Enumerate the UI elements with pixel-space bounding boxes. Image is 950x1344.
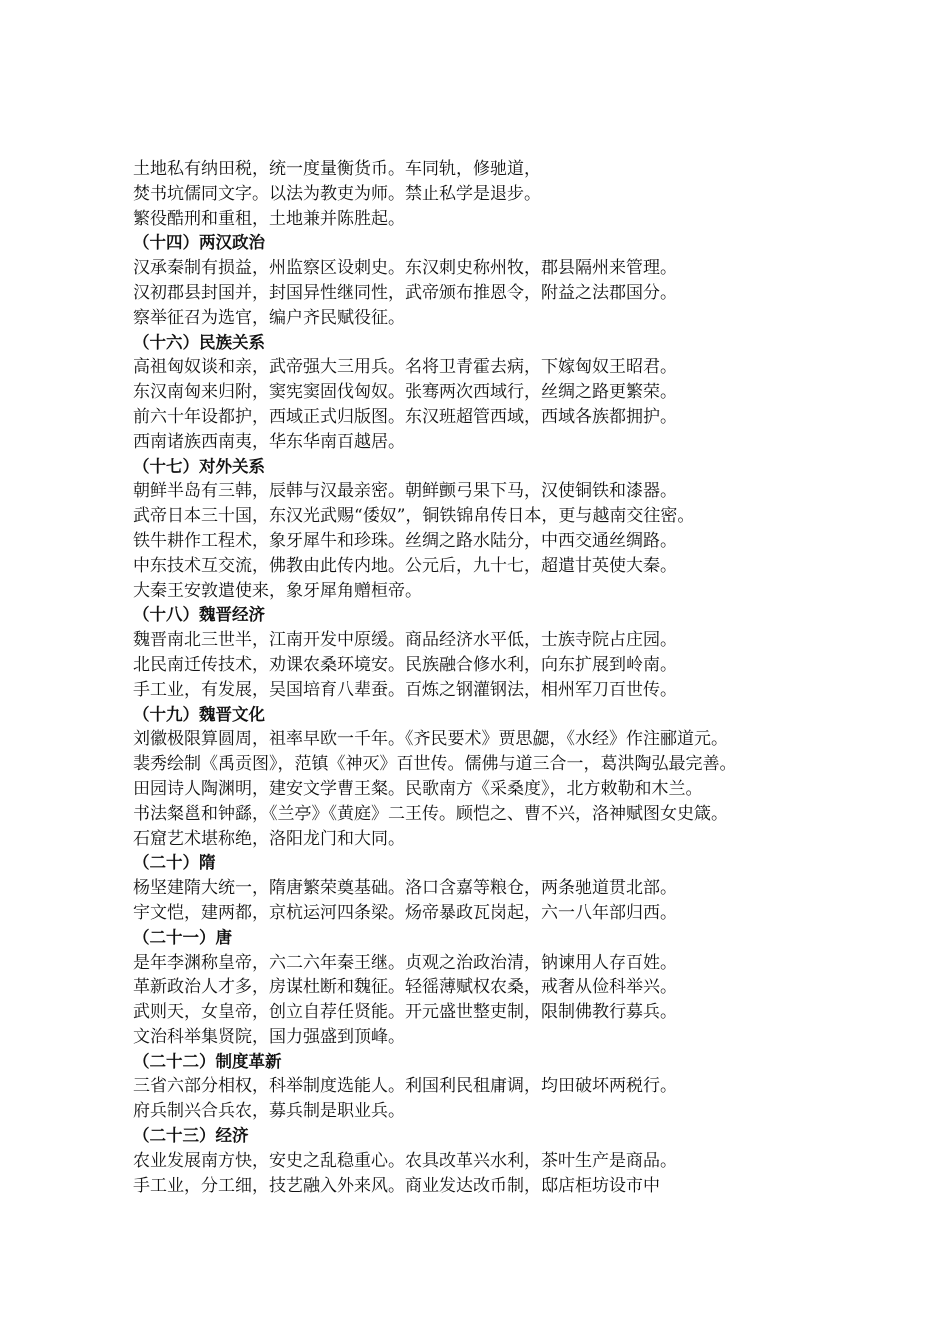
text-line: 武帝日本三十国，东汉光武赐“倭奴”，铜铁锦帛传日本，更与越南交往密。 xyxy=(133,506,695,527)
text-line: 杨坚建隋大统一，隋唐繁荣奠基础。洛口含嘉等粮仓，两条驰道贯北部。 xyxy=(133,878,677,899)
text-line: 铁牛耕作工程术，象牙犀牛和珍珠。丝绸之路水陆分，中西交通丝绸路。 xyxy=(133,530,677,551)
text-line: 土地私有纳田税，统一度量衡货币。车同轨，修驰道， xyxy=(133,159,541,179)
text-line: 府兵制兴合兵农，募兵制是职业兵。 xyxy=(133,1101,405,1122)
text-line: 是年李渊称皇帝，六二六年秦王继。贞观之治政治清，钠谏用人存百姓。 xyxy=(133,952,677,973)
text-line: 察举征召为选官，编户齐民赋役征。 xyxy=(133,307,405,328)
section-heading: （二十一）唐 xyxy=(133,927,232,947)
text-line: 三省六部分相权，科举制度选能人。利国利民租庸调，均田破坏两税行。 xyxy=(133,1076,677,1097)
text-line: 西南诸族西南夷，华东华南百越居。 xyxy=(133,431,405,452)
text-line: 文治科举集贤院，国力强盛到顶峰。 xyxy=(133,1026,405,1047)
text-line: 前六十年设都护，西域正式归版图。东汉班超管西域，西域各族都拥护。 xyxy=(133,406,677,427)
text-line: 东汉南匈来归附，窦宪窦固伐匈奴。张骞两次西域行，丝绸之路更繁荣。 xyxy=(133,382,677,403)
text-line: 手工业，有发展，吴国培育八辈蚕。百炼之钢灌钢法，相州军刀百世传。 xyxy=(133,679,677,700)
section-heading: （十七）对外关系 xyxy=(133,456,265,476)
text-line: 手工业，分工细，技艺融入外来风。商业发达改币制，邸店柜坊设市中 xyxy=(133,1175,660,1196)
text-line: 魏晋南北三世半，江南开发中原缓。商品经济水平低，士族寺院占庄园。 xyxy=(133,630,677,651)
section-heading: （十九）魏晋文化 xyxy=(133,704,265,724)
text-line: 石窟艺术堪称绝，洛阳龙门和大同。 xyxy=(133,828,405,849)
text-line: 朝鲜半岛有三韩，辰韩与汉最亲密。朝鲜颤弓果下马，汉使铜铁和漆器。 xyxy=(133,481,677,502)
text-line: 农业发展南方快，安史之乱稳重心。农具改革兴水利，茶叶生产是商品。 xyxy=(133,1150,677,1171)
text-line: 刘徽极限算圆周，祖率早欧一千年。《齐民要术》贾思勰，《水经》作注郦道元。 xyxy=(133,729,728,750)
text-line: 书法粲邕和钟繇，《兰亭》《黄庭》二王传。顾恺之、曹不兴，洛神赋图女史箴。 xyxy=(133,803,728,824)
document-body xyxy=(133,157,833,1198)
section-heading: （十八）魏晋经济 xyxy=(133,605,265,625)
section-heading: （十四）两汉政治 xyxy=(133,233,265,253)
text-line: 焚书坑儒同文字。以法为教吏为师。禁止私学是退步。 xyxy=(133,183,541,204)
text-line: 中东技术互交流，佛教由此传内地。公元后，九十七，超遣甘英使大秦。 xyxy=(133,555,677,576)
text-line: 革新政治人才多，房谋杜断和魏征。轻徭薄赋权农桑，戒奢从俭科举兴。 xyxy=(133,977,677,998)
text-line: 汉承秦制有损益，州监察区设刺史。东汉刺史称州牧，郡县隔州来管理。 xyxy=(133,258,677,279)
section-heading: （二十三）经济 xyxy=(133,1126,249,1146)
text-line: 田园诗人陶渊明，建安文学曹王粲。民歌南方《采桑度》，北方敕勒和木兰。 xyxy=(133,778,703,799)
text-line: 宇文恺，建两都，京杭运河四条梁。炀帝暴政瓦岗起，六一八年部归西。 xyxy=(133,902,677,923)
text-line: 大秦王安敦遣使来，象牙犀角赠桓帝。 xyxy=(133,580,422,601)
text-line: 高祖匈奴谈和亲，武帝强大三用兵。名将卫青霍去病，下嫁匈奴王昭君。 xyxy=(133,357,677,378)
text-line: 汉初郡县封国并，封国异性继同性，武帝颁布推恩令，附益之法郡国分。 xyxy=(133,282,677,303)
text-line: 北民南迁传技术，劝课农桑环境安。民族融合修水利，向东扩展到岭南。 xyxy=(133,654,677,675)
section-heading: （十六）民族关系 xyxy=(133,332,265,352)
text-line: 武则天，女皇帝，创立自荐任贤能。开元盛世整吏制，限制佛教行募兵。 xyxy=(133,1002,677,1023)
section-heading: （二十二）制度革新 xyxy=(133,1051,282,1071)
section-heading: （二十）隋 xyxy=(133,853,216,873)
text-line: 繁役酷刑和重租，土地兼并陈胜起。 xyxy=(133,208,405,229)
text-line: 裴秀绘制《禹贡图》，范镇《神灭》百世传。儒佛与道三合一，葛洪陶弘最完善。 xyxy=(133,754,737,775)
